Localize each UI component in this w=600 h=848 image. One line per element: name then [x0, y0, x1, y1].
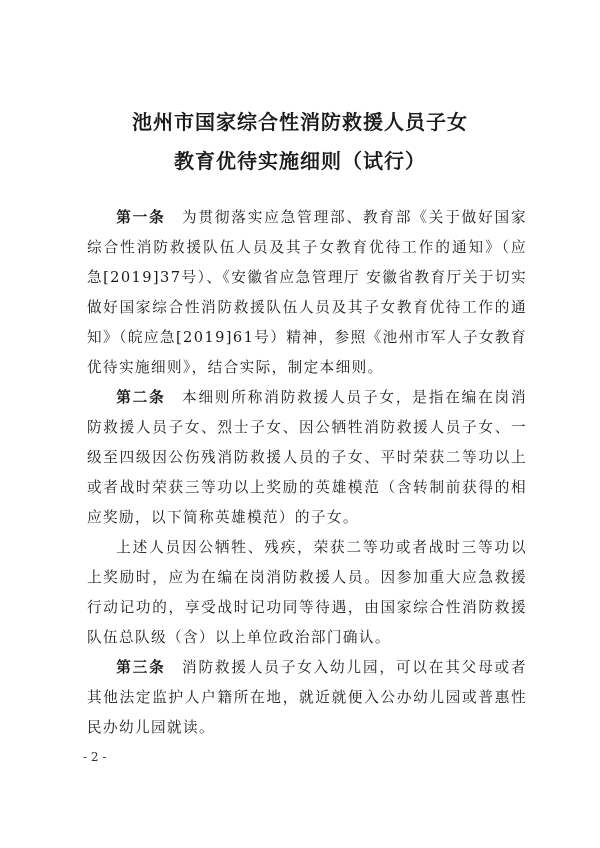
article-3-label: 第三条: [116, 659, 166, 676]
document-title-line-1: 池州市国家综合性消防救援人员子女: [132, 110, 468, 134]
article-1-text: 为贯彻落实应急管理部、教育部《关于做好国家综合性消防救援队伍人员及其子女教育优待工作的通知》（应急[2019]37号）、《安徽省应急管理厅 安徽省教育厅关于切实做好国家综合性消防救援队伍人员及其子女教育优待工作的通知》（皖应急[2019]61号）精神，参照《池州市军人子女教育优待实施细则》，结合实际，制定本细则。: [87, 209, 527, 376]
page-number: - 2 -: [83, 750, 107, 764]
article-1-label: 第一条: [116, 209, 166, 226]
article-2: [87, 383, 527, 533]
document-title-line-2: 教育优待实施细则（试行）: [174, 149, 426, 173]
article-2-label: 第二条: [116, 389, 166, 406]
article-1: [87, 203, 527, 383]
article-2-continuation-text: 上述人员因公牺牲、残疾，荣获二等功或者战时三等功以上奖励时，应为在编在岗消防救援人员。因参加重大应急救援行动记功的，享受战时记功同等待遇，由国家综合性消防救援队伍总队级（含）以上单位政治部门确认。: [87, 539, 527, 646]
document-body: [87, 203, 527, 743]
article-2-text: 本细则所称消防救援人员子女，是指在编在岗消防救援人员子女、烈士子女、因公牺牲消防救援人员子女、一级至四级因公伤残消防救援人员的子女、平时荣获二等功以上或者战时荣获三等功以上奖励的英雄模范（含转制前获得的相应奖励，以下简称英雄模范）的子女。: [87, 389, 527, 526]
article-2-continuation: [87, 533, 527, 653]
article-3-text: 消防救援人员子女入幼儿园，可以在其父母或者其他法定监护人户籍所在地，就近就便入公办幼儿园或普惠性民办幼儿园就读。: [87, 659, 527, 736]
article-3: [87, 653, 527, 743]
